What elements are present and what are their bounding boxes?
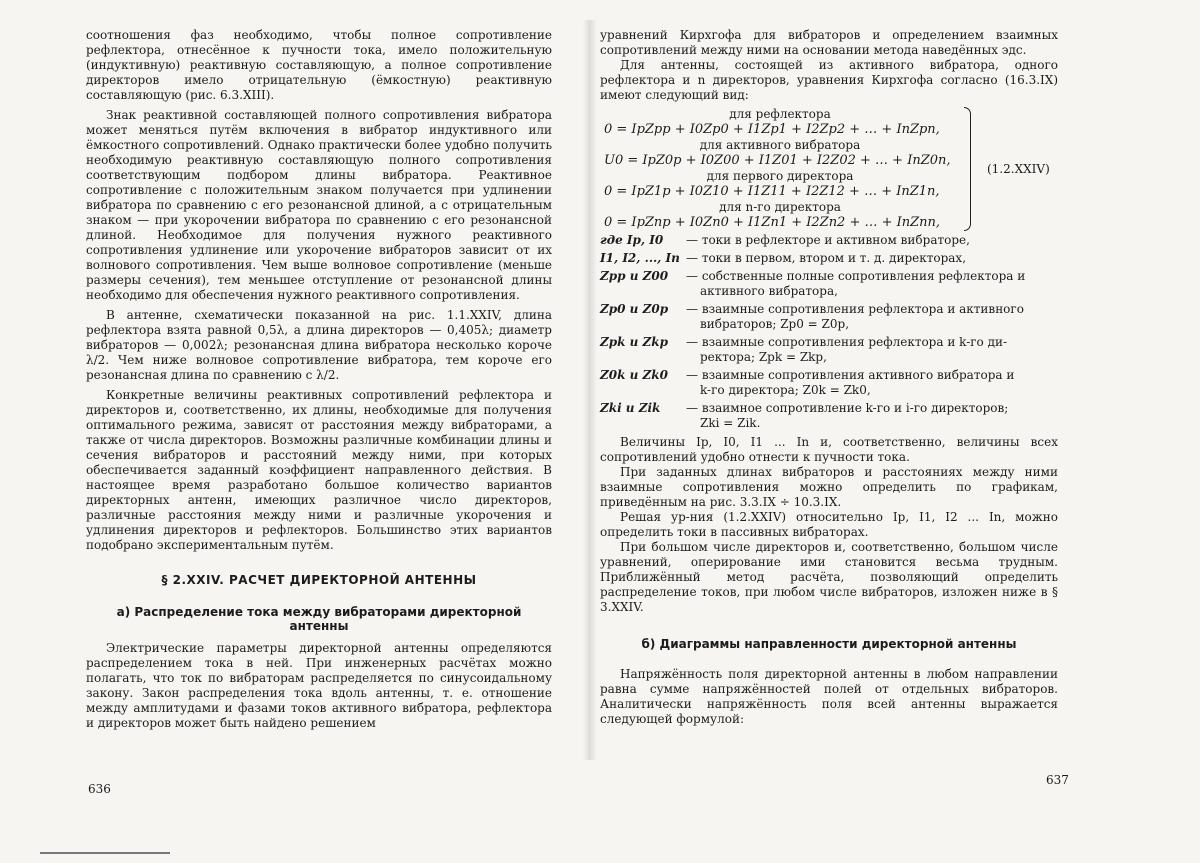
equation-number: (1.2.XXIV)	[987, 162, 1050, 176]
equation-caption: для n-го директора	[600, 200, 960, 214]
kirchhoff-equation-system	[600, 107, 1058, 231]
equation-caption: для активного вибратора	[600, 138, 960, 152]
definition-row	[600, 401, 1058, 431]
definition-row	[600, 269, 1058, 299]
left-paragraph-3: В антенне, схематически показанной на рис. 1.1.XXIV, длина рефлектора взята равной 0,5λ, а длина директоров — 0,405λ; диаметр вибраторов — 0,002λ; резонансная длина вибратора несколько короче λ/2. Чем ниже волновое сопротивление вибратора, тем короче его резонансная длина по сравнению с λ/2.	[86, 308, 552, 383]
definition-row	[600, 335, 1058, 365]
scan-artifact-line	[40, 852, 170, 854]
equation-line: 0 = IpZpp + I0Zp0 + I1Zp1 + I2Zp2 + … + InZpn,	[600, 121, 960, 138]
equation-line: 0 = IpZnp + I0Zn0 + I1Zn1 + I2Zn2 + … + InZnn,	[600, 214, 960, 231]
symbol-definitions	[600, 233, 1058, 431]
subsection-title-a: а) Распределение тока между вибраторами директорной антенны	[86, 605, 552, 633]
page-number-left: 636	[88, 782, 111, 796]
definition-symbol: где Ip, I0	[600, 233, 686, 248]
definition-symbol: Zp0 и Z0p	[600, 302, 686, 332]
right-intro-paragraph-2: Для антенны, состоящей из активного вибратора, одного рефлектора и n директоров, уравнения Кирхгофа согласно (16.3.IX) имеют следующий вид:	[600, 58, 1058, 103]
definition-text: — токи в первом, втором и т. д. директорах,	[686, 251, 1058, 266]
right-page	[600, 28, 1058, 727]
definition-text: — собственные полные сопротивления рефлектора и активного вибратора,	[686, 269, 1058, 299]
left-paragraph-4: Конкретные величины реактивных сопротивлений рефлектора и директоров и, соответственно, их длины, необходимые для получения оптимального режима, зависят от расстояния между вибраторами, а также от числа директоров. Возможны различные комбинации длины и сечения вибраторов и расстояний между ними, при которых обеспечивается заданный коэффициент направленного действия. В настоящее время разработано большое количество вариантов директорных антенн, имеющих различное число директоров, различные расстояния между ними и различные укорочения и удлинения директоров и рефлекторов. Большинство этих вариантов подобрано экспериментальным путём.	[86, 388, 552, 553]
definition-text: — токи в рефлекторе и активном вибраторе,	[686, 233, 1058, 248]
definition-symbol: Zki и Zik	[600, 401, 686, 431]
definition-row	[600, 233, 1058, 248]
right-paragraph-4: При большом числе директоров и, соответственно, большом числе уравнений, оперирование ими становится весьма трудным. Приближённый метод расчёта, позволяющий определить распределение токов, при любом числе вибраторов, изложен ниже в § 3.XXIV.	[600, 540, 1058, 615]
definition-row	[600, 251, 1058, 266]
definition-symbol: I1, I2, ..., In	[600, 251, 686, 266]
left-paragraph-2: Знак реактивной составляющей полного сопротивления вибратора может меняться путём включения в вибратор индуктивного или ёмкостного сопротивлений. Однако практически более удобно получить необходимую реактивную составляющую полного сопротивления соответствующим подбором длины вибратора. Реактивное сопротивление с положительным знаком получается при удлинении вибратора по сравнению с его резонансной длиной, а с отрицательным знаком — при укорочении вибратора по сравнению с его резонансной длиной. Необходимое для получения нужного реактивного сопротивления удлинение или укорочение вибраторов зависит от их волнового сопротивления. Чем выше волновое сопротивление (меньше размеры сечения), тем меньшее отступление от резонансной длины необходимо для обеспечения нужного реактивного сопротивления.	[86, 108, 552, 303]
page-gutter	[583, 20, 597, 760]
left-paragraph-1: соотношения фаз необходимо, чтобы полное сопротивление рефлектора, отнесённое к пучности тока, имело положительную (индуктивную) реактивную составляющую, а полное сопротивление директоров имело отрицательную (ёмкостную) реактивную составляющую (рис. 6.3.XIII).	[86, 28, 552, 103]
definition-row	[600, 368, 1058, 398]
right-paragraph-3: Решая ур-ния (1.2.XXIV) относительно Ip, I1, I2 ... In, можно определить токи в пассивных вибраторах.	[600, 510, 1058, 540]
definition-text: — взаимные сопротивления рефлектора и активного вибраторов; Zp0 = Z0p,	[686, 302, 1058, 332]
definition-text: — взаимные сопротивления рефлектора и k-го ди- ректора; Zpk = Zkp,	[686, 335, 1058, 365]
book-spread	[0, 0, 1200, 863]
definition-text: — взаимное сопротивление k-го и i-го директоров; Zki = Zik.	[686, 401, 1058, 431]
right-paragraph-1: Величины Ip, I0, I1 ... In и, соответственно, величины всех сопротивлений удобно отнести к пучности тока.	[600, 435, 1058, 465]
definition-symbol: Z0k и Zk0	[600, 368, 686, 398]
right-subsection-paragraph: Напряжённость поля директорной антенны в любом направлении равна сумме напряжённостей полей от отдельных вибраторов. Аналитически напряжённость поля всей антенны выражается следующей формулой:	[600, 667, 1058, 727]
section-title: § 2.XXIV. РАСЧЕТ ДИРЕКТОРНОЙ АНТЕННЫ	[86, 573, 552, 587]
definition-symbol: Zpk и Zkp	[600, 335, 686, 365]
definition-text: — взаимные сопротивления активного вибратора и k-го директора; Z0k = Zk0,	[686, 368, 1058, 398]
right-intro-paragraph: уравнений Кирхгофа для вибраторов и определением взаимных сопротивлений между ними на основании метода наведённых эдс.	[600, 28, 1058, 58]
equation-caption: для рефлектора	[600, 107, 960, 121]
definition-row	[600, 302, 1058, 332]
subsection-title-b: б) Диаграммы направленности директорной антенны	[600, 637, 1058, 651]
left-subsection-paragraph: Электрические параметры директорной антенны определяются распределением тока в ней. При инженерных расчётах можно полагать, что ток по вибраторам распределяется по синусоидальному закону. Закон распределения тока вдоль антенны, т. е. отношение между амплитудами и фазами токов активного вибратора, рефлектора и директоров может быть найдено решением	[86, 641, 552, 731]
left-page	[86, 28, 552, 731]
right-paragraph-2: При заданных длинах вибраторов и расстояниях между ними взаимные сопротивления можно определить по графикам, приведённым на рис. 3.3.IX ÷ 10.3.IX.	[600, 465, 1058, 510]
definition-symbol: Zpp и Z00	[600, 269, 686, 299]
equation-line: U0 = IpZ0p + I0Z00 + I1Z01 + I2Z02 + … + InZ0n,	[600, 152, 960, 169]
equation-line: 0 = IpZ1p + I0Z10 + I1Z11 + I2Z12 + … + InZ1n,	[600, 183, 960, 200]
equation-brace	[964, 107, 971, 231]
page-number-right: 637	[1046, 773, 1069, 787]
equation-caption: для первого директора	[600, 169, 960, 183]
